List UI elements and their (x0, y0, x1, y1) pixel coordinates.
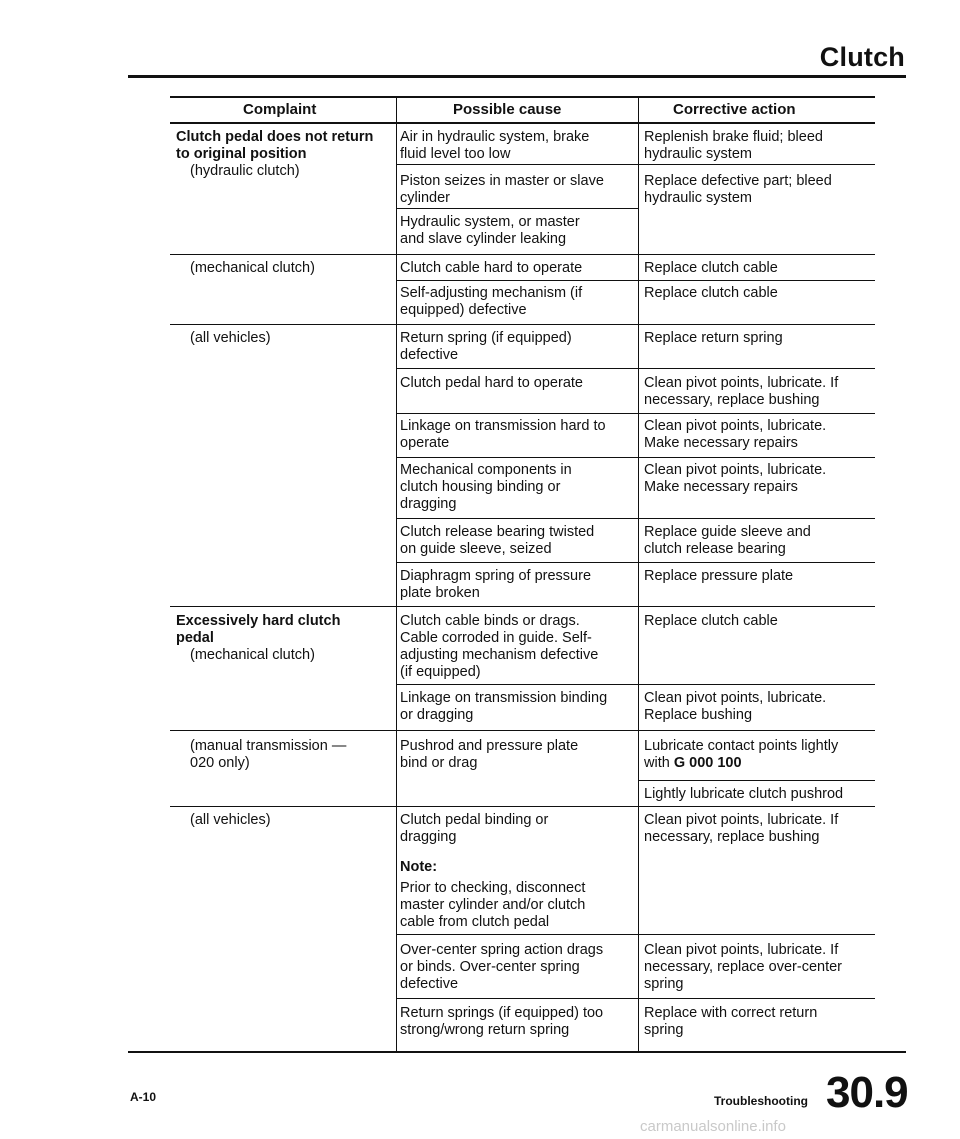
page-code: A-10 (130, 1090, 157, 1104)
cause-text: Air in hydraulic system, brake fluid level too low (400, 129, 590, 162)
complaint-subtype: (all vehicles) (190, 812, 271, 828)
row-divider (396, 208, 638, 209)
action-text: Replace clutch cable (644, 260, 778, 276)
cause-text: Return springs (if equipped) too strong/wrong return spring (400, 1005, 604, 1038)
cause-text: Clutch pedal hard to operate (400, 375, 583, 391)
page-title: Clutch (819, 42, 905, 72)
row-divider (396, 413, 875, 414)
action-text: Replenish brake fluid; bleed hydraulic system (644, 129, 823, 162)
row-divider (396, 457, 875, 458)
action-text: Replace with correct return spring (644, 1005, 818, 1038)
complaint-subtype: (all vehicles) (190, 330, 271, 346)
row-divider (396, 368, 875, 369)
bottom-rule (128, 1051, 906, 1053)
action-text: Clean pivot points, lubricate. If necessary, replace over-center spring (644, 942, 842, 992)
row-divider (396, 998, 875, 999)
row-divider (396, 280, 875, 281)
cause-text: Diaphragm spring of pressure plate broken (400, 568, 592, 601)
row-divider (396, 164, 875, 165)
action-text: Clean pivot points, lubricate. Make necessary repairs (644, 462, 827, 495)
action-text: Replace clutch cable (644, 613, 778, 629)
header-possible-cause: Possible cause (453, 101, 562, 118)
action-text: Replace clutch cable (644, 285, 778, 301)
column-divider (396, 96, 397, 1051)
action-text: Replace defective part; bleed hydraulic system (644, 173, 832, 206)
row-divider (170, 606, 875, 607)
cause-text: Linkage on transmission hard to operate (400, 418, 606, 451)
action-text: Replace pressure plate (644, 568, 794, 584)
action-text: Replace return spring (644, 330, 783, 346)
cause-text: Return spring (if equipped) defective (400, 330, 572, 363)
row-divider (396, 562, 875, 563)
action-text: Clean pivot points, lubricate. Make necessary repairs (644, 418, 827, 451)
cause-text: Clutch cable hard to operate (400, 260, 583, 276)
part-number: G 000 100 (673, 755, 742, 771)
cause-text: Mechanical components in clutch housing binding or dragging (400, 462, 572, 512)
watermark: carmanualsonline.info (640, 1118, 786, 1135)
action-text (644, 738, 838, 772)
cause-text: Hydraulic system, or master and slave cylinder leaking (400, 214, 580, 247)
cause-text: Clutch pedal binding or dragging (400, 812, 549, 845)
header-corrective-action: Corrective action (673, 101, 796, 118)
top-rule (128, 75, 906, 78)
column-divider (638, 96, 639, 1051)
note-text: Prior to checking, disconnect master cylinder and/or clutch cable from clutch pedal (400, 880, 586, 930)
cause-text: Over-center spring action drags or binds. Over-center spring defective (400, 942, 604, 992)
complaint-subtype: (hydraulic clutch) (190, 163, 300, 179)
header-complaint: Complaint (243, 101, 317, 118)
section-label: Troubleshooting (714, 1094, 808, 1108)
cause-text: Clutch cable binds or drags. Cable corroded in guide. Self- adjusting mechanism defective (if equipped) (400, 613, 599, 680)
row-divider (638, 780, 875, 781)
action-text: Clean pivot points, lubricate. If necessary, replace bushing (644, 812, 839, 845)
complaint-subtype: (mechanical clutch) (190, 647, 315, 663)
note-label: Note: (400, 859, 438, 875)
troubleshooting-table (170, 96, 875, 1051)
action-text: Clean pivot points, lubricate. If necessary, replace bushing (644, 375, 839, 408)
action-text-part: Lubricate contact points lightly with (644, 738, 839, 771)
cause-text: Linkage on transmission binding or dragging (400, 690, 608, 723)
row-divider (396, 684, 875, 685)
action-text: Clean pivot points, lubricate. Replace bushing (644, 690, 827, 723)
cause-text: Self-adjusting mechanism (if equipped) defective (400, 285, 583, 318)
cause-text: Clutch release bearing twisted on guide sleeve, seized (400, 524, 595, 557)
row-divider (396, 518, 875, 519)
complaint-title: Clutch pedal does not return to original position (176, 129, 374, 162)
row-divider (170, 806, 875, 807)
row-divider (170, 324, 875, 325)
row-divider (170, 254, 875, 255)
row-divider (396, 934, 875, 935)
cause-text: Pushrod and pressure plate bind or drag (400, 738, 579, 771)
complaint-title: Excessively hard clutch pedal (176, 613, 341, 646)
action-text: Replace guide sleeve and clutch release bearing (644, 524, 811, 557)
action-text: Lightly lubricate clutch pushrod (644, 786, 844, 802)
complaint-subtype: (manual transmission — 020 only) (190, 738, 347, 771)
section-number: 30.9 (826, 1068, 908, 1117)
complaint-subtype: (mechanical clutch) (190, 260, 315, 276)
cause-text: Piston seizes in master or slave cylinder (400, 173, 604, 206)
row-divider (170, 730, 875, 731)
